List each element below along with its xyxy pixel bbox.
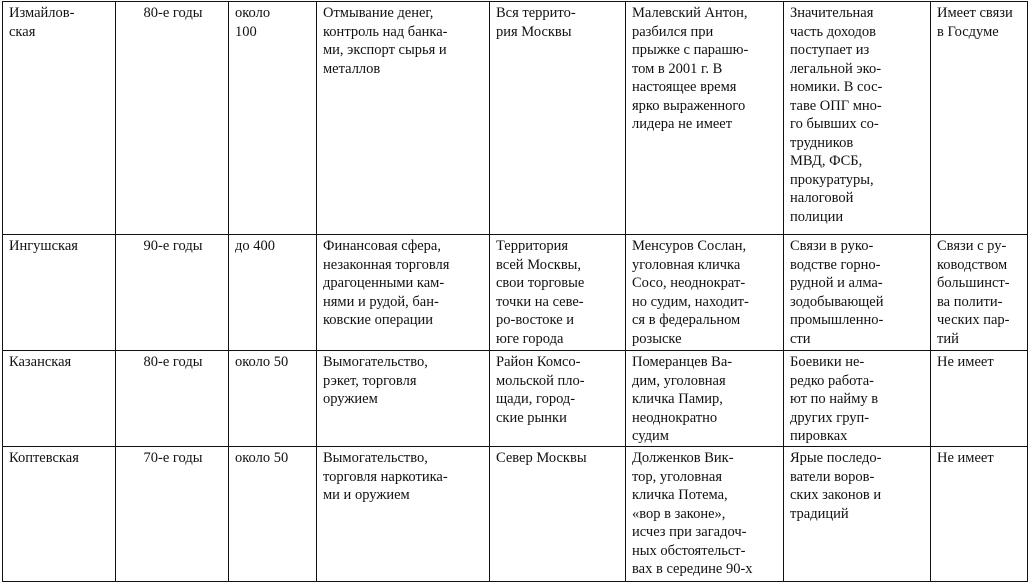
cell-line: Померанцев Ва- [632,354,733,370]
cell-line: Менсуров Сослан, [632,238,747,254]
cell-line: ных обстоятельст- [632,542,746,559]
cell-line: контроль над банка- [323,23,448,40]
cell-line: пировках [790,428,848,444]
cell-line: вах в середине 90-х [632,561,753,577]
cell-line: рэкет, торговля [323,372,417,389]
cell-activity [317,447,490,582]
cell-line: незаконная торговля [323,256,450,273]
cell-size [229,447,317,582]
cell-line: Измайлов- [9,5,75,21]
cell-territory [490,2,626,235]
cell-line: ют по найму в [790,391,879,407]
cell-line: Сосо, неоднократ- [632,275,746,291]
cell-line: сти [790,330,811,347]
cell-size [229,2,317,235]
cell-line: других груп- [790,409,870,426]
cell-line: всей Москвы, [496,256,582,273]
cell-line: промышленно- [790,312,884,328]
cell-line: в Госдуме [937,23,999,40]
cell-leader [626,447,784,582]
cell-line: торговля наркотика- [323,468,448,485]
cell-line: ватели воров- [790,468,875,485]
cell-line: мольской пло- [496,372,585,389]
cell-line: 70-е годы [143,450,203,466]
cell-line: драгоценными кам- [323,275,445,291]
cell-line: около 50 [235,354,289,370]
cell-group [3,235,116,351]
cell-line: настоящее время [632,79,737,95]
cell-line: ководством [937,256,1008,273]
cell-line: лидера не имеет [632,116,733,132]
cell-line: Связи в руко- [790,238,874,254]
cell-line: рия Москвы [496,23,572,40]
cell-territory [490,351,626,447]
cell-politics [931,2,1028,235]
cell-politics [931,447,1028,582]
cell-line: Отмывание денег, [323,5,434,21]
cell-line: большинст- [937,275,1010,291]
cell-line: около 50 [235,450,289,466]
cell-line: 80-е годы [143,354,203,370]
cell-line: Не имеет [937,354,994,370]
cell-line: юге города [496,330,564,347]
cell-line: тий [937,330,959,347]
cell-line: Долженков Вик- [632,450,734,466]
cell-group [3,2,116,235]
cell-line: ва полити- [937,293,1003,310]
cell-line: номики. В сос- [790,79,883,95]
cell-line: легальной эко- [790,60,882,77]
cell-line: поступает из [790,42,870,58]
cell-line: металлов [323,60,381,77]
cell-line: полиции [790,208,844,225]
cell-size [229,351,317,447]
cell-line: рудной и алма- [790,275,883,291]
cell-line: редко работа- [790,372,874,389]
cell-line: «вор в законе», [632,505,726,522]
cell-notes [784,2,931,235]
crime-groups-table [2,1,1028,582]
cell-notes [784,351,931,447]
cell-period [116,2,229,235]
cell-line: Не имеет [937,450,994,466]
cell-line: Боевики не- [790,354,865,370]
cell-group [3,447,116,582]
cell-line: Имеет связи [937,5,1013,21]
cell-line: но судим, находит- [632,293,749,310]
cell-line: кличка Потема, [632,487,728,503]
cell-line: ковские операции [323,312,434,328]
cell-activity [317,235,490,351]
cell-line: свои торговые [496,275,585,291]
cell-line: тор, уголовная [632,468,722,485]
cell-line: традиций [790,505,849,522]
cell-line: уголовная кличка [632,256,741,273]
cell-group [3,351,116,447]
cell-line: судим [632,428,669,444]
cell-line: ские рынки [496,409,567,426]
table-row [3,235,1028,351]
cell-line: до 400 [235,238,276,254]
cell-line: около [235,5,271,21]
cell-line: Вымогательство, [323,450,428,466]
cell-line: разбился при [632,23,714,40]
cell-line: Малевский Антон, [632,5,748,21]
cell-territory [490,235,626,351]
cell-line: Финансовая сфера, [323,238,441,254]
cell-politics [931,235,1028,351]
cell-line: дим, уголовная [632,372,726,389]
cell-line: Район Комсо- [496,354,581,370]
cell-period [116,447,229,582]
cell-line: Коптевская [9,450,79,466]
cell-line: розыске [632,330,682,347]
cell-size [229,235,317,351]
cell-leader [626,2,784,235]
cell-line: го бывших со- [790,116,879,132]
cell-line: ская [9,23,36,40]
cell-line: том в 2001 г. В [632,60,723,77]
cell-activity [317,2,490,235]
cell-leader [626,351,784,447]
cell-period [116,351,229,447]
cell-line: 100 [235,23,257,40]
table-row [3,447,1028,582]
cell-line: 90-е годы [143,238,203,254]
cell-line: ческих пар- [937,312,1010,328]
cell-line: кличка Памир, [632,391,723,407]
cell-line: часть доходов [790,23,877,40]
cell-line: водстве горно- [790,256,881,273]
cell-notes [784,235,931,351]
cell-line: Связи с ру- [937,238,1007,254]
cell-notes [784,447,931,582]
cell-line: ярко выраженного [632,97,746,114]
cell-line: ми, экспорт сырья и [323,42,447,58]
cell-line: ся в федеральном [632,312,741,328]
table-row [3,351,1028,447]
cell-leader [626,235,784,351]
cell-activity [317,351,490,447]
cell-line: щади, город- [496,391,576,407]
cell-line: зодобывающей [790,293,884,310]
cell-line: трудников [790,134,854,151]
cell-line: ми и оружием [323,487,410,503]
cell-line: Ярые последо- [790,450,882,466]
cell-line: неоднократно [632,409,718,426]
cell-territory [490,447,626,582]
cell-line: Казанская [9,354,72,370]
cell-line: таве ОПГ мно- [790,97,882,114]
cell-period [116,235,229,351]
cell-line: нями и рудой, бан- [323,293,439,310]
cell-line: МВД, ФСБ, [790,153,863,169]
cell-line: налоговой [790,190,854,206]
cell-line: ро-востоке и [496,312,575,328]
cell-line: Ингушская [9,238,78,254]
cell-line: ских законов и [790,487,882,503]
cell-line: исчез при загадоч- [632,524,747,540]
cell-line: прыжке с парашю- [632,42,749,58]
cell-line: Вымогательство, [323,354,428,370]
cell-line: Север Москвы [496,450,587,466]
cell-line: Территория [496,238,569,254]
table-row [3,2,1028,235]
cell-line: прокуратуры, [790,171,874,188]
cell-line: точки на севе- [496,293,584,310]
cell-line: Вся террито- [496,5,576,21]
cell-line: Значительная [790,5,874,21]
cell-line: 80-е годы [143,5,203,21]
cell-line: оружием [323,391,378,407]
cell-politics [931,351,1028,447]
